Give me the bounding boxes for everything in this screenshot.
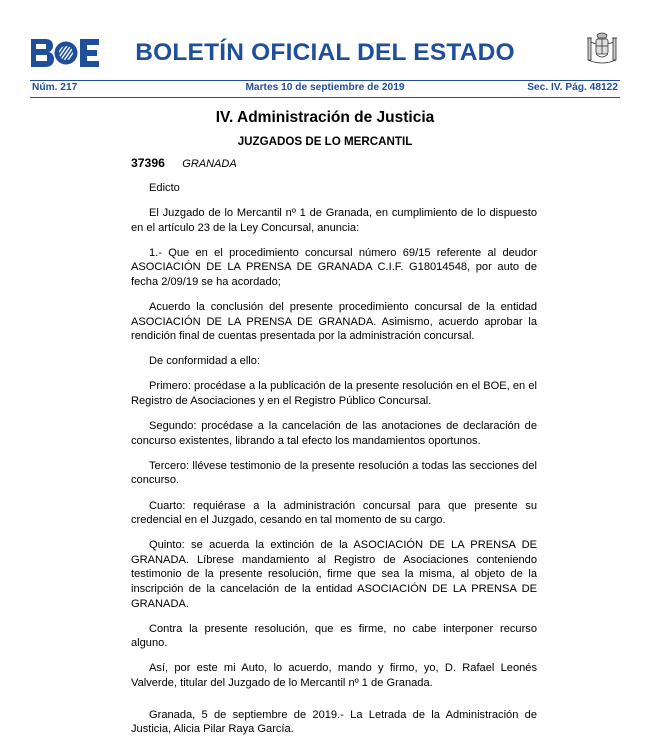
announcement-number: 37396 bbox=[131, 156, 165, 170]
section-page: Sec. IV. Pág. 48122 bbox=[527, 82, 618, 93]
issue-info-bar bbox=[30, 81, 620, 97]
publication-title: BOLETÍN OFICIAL DEL ESTADO bbox=[135, 39, 515, 66]
paragraph: Edicto bbox=[149, 182, 180, 194]
paragraph: Quinto: se acuerda la extinción de la ASOCIACIÓN DE LA PRENSA DE GRANADA. Líbrese mandamiento al Registro de Asociaciones conteniendo testimonio de la presente resolución, firme que sea la misma, al objeto de la inscripción de la cancelación de la entidad ASOCIACIÓN DE LA PRENSA DE GRANADA. bbox=[131, 539, 537, 610]
header-rule-bottom bbox=[30, 97, 620, 98]
paragraph: Contra la presente resolución, que es firme, no cabe interponer recurso alguno. bbox=[131, 622, 537, 650]
announcement-heading bbox=[131, 156, 237, 170]
announcement-place: GRANADA bbox=[182, 158, 237, 170]
paragraph: Así, por este mi Auto, lo acuerdo, mando y firmo, yo, D. Rafael Leonés Valverde, titular del Juzgado de lo Mercantil nº 1 de Granada. bbox=[131, 662, 537, 689]
issue-date: Martes 10 de septiembre de 2019 bbox=[245, 82, 405, 93]
issue-number: Núm. 217 bbox=[32, 82, 78, 93]
paragraph: El Juzgado de lo Mercantil nº 1 de Granada, en cumplimiento de lo dispuesto en el artículo 23 de la Ley Concursal, anuncia: bbox=[131, 207, 537, 234]
signature-paragraph: Granada, 5 de septiembre de 2019.- La Letrada de la Administración de Justicia, Alicia Pilar Raya García. bbox=[131, 708, 537, 736]
paragraph: 1.- Que en el procedimiento concursal número 69/15 referente al deudor ASOCIACIÓN DE LA PRENSA DE GRANADA C.I.F. G18014548, por auto de fecha 2/09/19 se ha acordado; bbox=[131, 246, 537, 288]
paragraph: De conformidad a ello: bbox=[149, 355, 260, 368]
paragraph: Acuerdo la conclusión del presente procedimiento concursal de la entidad ASOCIACIÓN DE LA PRENSA DE GRANADA. Asimismo, acuerdo aprobar la rendición final de cuentas presentada por la administración concursal. bbox=[131, 301, 537, 343]
announcement-body bbox=[131, 181, 537, 747]
section-title: IV. Administración de Justicia bbox=[215, 109, 435, 126]
subsection-title: JUZGADOS DE LO MERCANTIL bbox=[237, 135, 413, 148]
paragraph: Tercero: llévese testimonio de la presente resolución a todas las secciones del concurso. bbox=[131, 459, 537, 487]
paragraph: Primero: procédase a la publicación de la presente resolución en el BOE, en el Registro de Asociaciones y en el Registro Público Concursal. bbox=[131, 380, 537, 408]
paragraph: Segundo: procédase a la cancelación de las anotaciones de declaración de concurso existentes, librando a tal efecto los mandamientos oportunos. bbox=[131, 420, 537, 447]
coat-of-arms-icon bbox=[585, 30, 619, 68]
paragraph: Cuarto: requiérase a la administración concursal para que presente su credencial en el Juzgado, cesando en tal momento de su cargo. bbox=[131, 499, 537, 527]
